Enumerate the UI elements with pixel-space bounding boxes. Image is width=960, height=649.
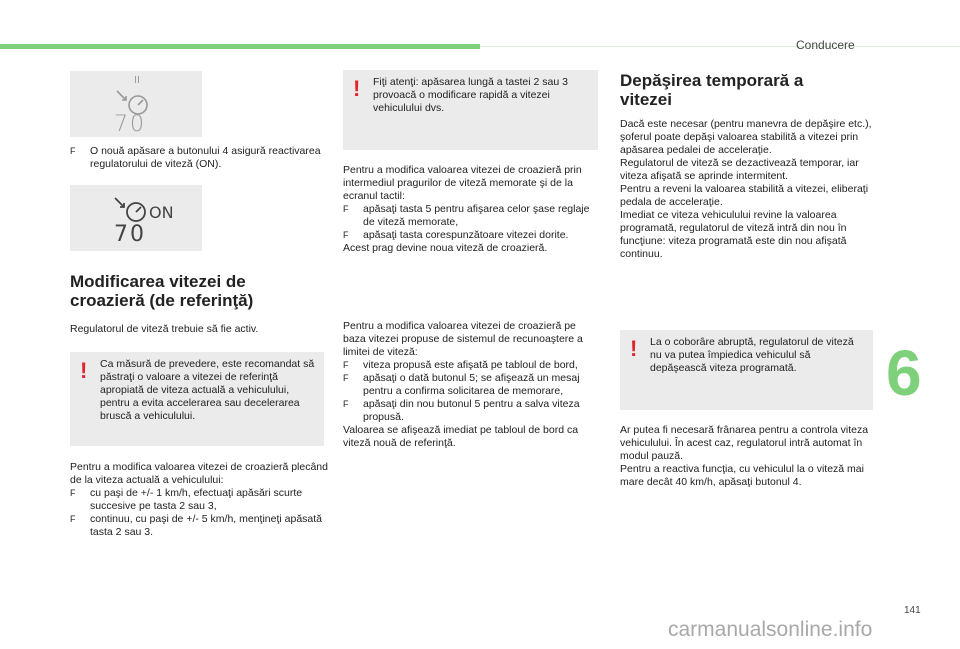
col3-block-2: Ar putea fi necesară frânarea pentru a controla viteza vehiculului. În acest caz, regulatorul intră automat în modul pauză. Pentru a reactiva funcţia, cu vehiculul la o viteză mai mare decât 40 km/h, apăsaţi butonul 4. [620,424,869,488]
bullet-marker: F [343,204,349,214]
header-accent-bar [0,44,480,49]
display-speed: 70 [114,222,146,247]
cruise-control-paused-icon [70,71,202,137]
bullet-marker: F [343,399,349,409]
on-status: ON [149,203,174,222]
bullet-marker: F [70,488,76,498]
warning-text: La o coborâre abruptă, regulatorul de viteză nu va putea împiedica vehiculul să depăşească viteza programată. [650,336,854,374]
col2-block-2: Pentru a modifica valoarea vitezei de croazieră pe baza vitezei propuse de sistemul de recunoaştere a limitei de viteză: F viteza propusă este afişată pe tabloul de bord, F apăsaţi o dată butonul 5; se afişează un mesaj pentru a confirma solicitarea de memorare, F apăsaţi din nou butonul 5 pentru a salva viteza propusă. Valoarea se afişează imediat pe tabloul de bord ca viteză nouă de referinţă. [343,320,583,449]
col1-bullet-1: F O nouă apăsare a butonului 4 asigură reactivarea regulatorului de viteză (ON). [70,145,321,170]
warning-box-1 [70,352,324,446]
bullet-marker: F [343,230,349,240]
warning-text: Ca măsură de prevedere, este recomandat să păstraţi o valoare a vitezei de referinţă apropiată de viteza actuală a vehiculului, pentru a evita accelerarea sau decelerarea bruscă a vehiculului. [100,358,315,422]
warning-icon: ! [80,358,88,383]
bullet-marker: F [343,373,349,383]
col2-block-1: Pentru a modifica valoarea vitezei de croazieră prin intermediul pragurilor de viteză memorate şi de la ecranul tactil: F apăsaţi tasta 5 pentru afişarea celor şase reglaje de viteză memorate, F apăsaţi tasta corespunzătoare vitezei dorite. Acest prag devine noua viteză de croazieră. [343,164,590,254]
pause-symbol: II [134,75,140,86]
bullet-marker: F [70,514,76,524]
display-illustration-paused [70,71,202,137]
heading-temporary-exceed: Depăşirea temporară a vitezei [620,71,804,109]
header-rule [480,46,960,47]
warning-box-2 [343,70,598,150]
section-title: Conducere [796,38,855,52]
col1-paragraph-2: Pentru a modifica valoarea vitezei de croazieră plecând de la viteza actuală a vehiculului: F cu paşi de +/- 1 km/h, efectuaţi apăsări scurte succesive pe tasta 2 sau 3, F continuu, cu paşi de +/- 5 km/h, menţineţi apăsată tasta 2 sau 3. [70,461,328,538]
watermark: carmanualsonline.info [668,618,873,641]
cruise-control-on-icon [70,185,202,251]
heading-modify-speed: Modificarea vitezei de croazieră (de referinţă) [70,272,254,310]
bullet-marker: F [70,146,76,156]
col1-paragraph-1: Regulatorul de viteză trebuie să fie activ. [70,323,259,335]
page-number: 141 [904,605,921,616]
warning-icon: ! [353,76,361,101]
chapter-number: 6 [886,337,922,409]
col3-block-1: Dacă este necesar (pentru manevra de depăşire etc.), şoferul poate depăşi valoarea stabilită a vitezei prin apăsarea pedalei de acceleraţie. Regulatorul de viteză se dezactivează temporar, iar viteza afişată se aprinde intermitent. Pentru a reveni la valoarea stabilită a vitezei, eliberaţi pedala de acceleraţie. Imediat ce viteza vehiculului revine la valoarea programată, regulatorul de viteză intră din nou în funcţiune: viteza programată este din nou afişată continuu. [620,118,872,260]
warning-icon: ! [630,336,638,361]
bullet-marker: F [343,360,349,370]
warning-text: Fiţi atenţi: apăsarea lungă a tastei 2 sau 3 provoacă o modificare rapidă a vitezei vehiculului dvs. [373,76,568,114]
display-speed: 70 [114,112,146,137]
display-illustration-on [70,185,202,251]
warning-box-3 [620,330,873,410]
